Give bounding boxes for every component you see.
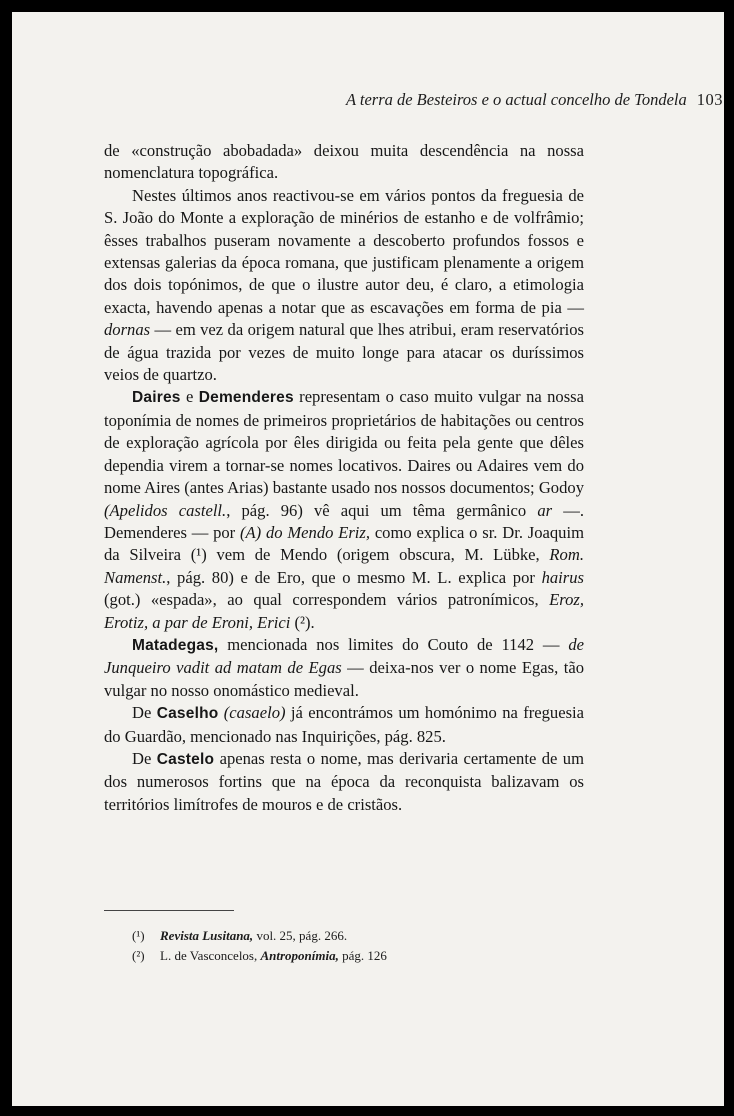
paragraph-text: — deixa-nos ver o nome Egas, tão vulgar no nosso onomástico medieval. — [104, 658, 585, 700]
term-hairus: hairus — [541, 567, 584, 587]
ref-apelidos: (Apelidos castell. — [104, 500, 227, 520]
term-patronymics: Eroz, Erotiz, a par de Eroni, Erici — [104, 590, 584, 632]
paragraph-text: representam o caso muito vulgar na nossa toponímia de nomes de primeiros proprietários de habitações ou centros de exploração agrícola por êles dirigida ou feita pela gente que dêles dependia virem a tornar-se nomes locativos. Daires ou Adaires vem do nome Aires (antes Arias) bastante usado nos nossos documentos; Godoy — [104, 387, 584, 498]
term-dornas: dornas — [104, 320, 151, 340]
header-title: A terra de Besteiros e o actual concelho de Tondela — [345, 90, 687, 109]
paragraph-3 — [104, 386, 584, 633]
paragraph-2 — [104, 185, 584, 387]
toponym-matadegas: Matadegas, — [132, 636, 219, 654]
footnote-mark: (¹) — [132, 928, 145, 943]
term-ar: ar — [537, 500, 553, 520]
footnote-author: L. de Vasconcelos, — [160, 948, 261, 963]
body-text — [104, 140, 584, 816]
paragraph-1 — [104, 140, 584, 185]
paragraph-text: De — [132, 703, 157, 723]
footnote-mark: (²) — [132, 948, 145, 963]
paragraph-text: como explica o sr. Dr. Joaquim da Silveira (¹) vem de Mendo (origem obscura, M. Lübke, — [104, 522, 584, 565]
footnote-source: Revista Lusitana, — [160, 928, 254, 943]
book-page — [12, 12, 724, 1106]
paragraph-text: já encontrámos um homónimo na freguesia do Guardão, mencionado nas Inquirições, pág. 825. — [104, 703, 585, 746]
footnote-1 — [132, 926, 387, 946]
paragraph-4 — [104, 634, 584, 702]
paragraph-text: Nestes últimos anos reactivou-se em vários pontos da freguesia de S. João do Monte a exploração de minérios de estanho e de volfrâmio; êsses trabalhos puseram novamente a descoberto profundos fossos e extensas galerias da época romana, que justificam plenamente a origem dos dois topónimos, de que o ilustre autor deu, é claro, a etimologia exacta, havendo apenas a notar que as escavações em forma de pia — — [104, 185, 584, 317]
term-casaelo: (casaelo) — [218, 703, 286, 723]
paragraph-text: — em vez da origem natural que lhes atribui, eram reservatórios de água trazida por vezes de muito longe para atacar os duríssimos veios de quartzo. — [104, 320, 584, 385]
page-number: 103 — [696, 90, 723, 109]
footnote-2 — [132, 946, 387, 966]
paragraph-text: (got.) «espada», ao qual correspondem vários patronímicos, — [104, 590, 550, 610]
paragraph-text: , pág. 96) vê aqui um têma germânico — [226, 500, 538, 520]
running-header — [12, 90, 723, 110]
toponym-caselho: Caselho — [156, 705, 219, 723]
paragraph-text: De — [132, 748, 157, 768]
toponym-demenderes: Demenderes — [198, 389, 294, 407]
term-mendo: (A) do Mendo Eriz, — [240, 522, 371, 542]
footnote-detail: pág. 126 — [338, 948, 387, 963]
paragraph-text: e — [180, 387, 199, 407]
footnote-source: Antroponímia, — [260, 948, 339, 963]
footnote-divider — [104, 910, 234, 911]
paragraph-6 — [104, 748, 584, 816]
toponym-daires: Daires — [132, 389, 181, 407]
toponym-castelo: Castelo — [156, 750, 215, 768]
paragraph-text: (²). — [290, 612, 315, 632]
ref-rom-namenst: Rom. Namenst. — [104, 545, 584, 587]
footnote-detail: vol. 25, pág. 266. — [253, 928, 348, 943]
paragraph-text: de «construção abobadada» deixou muita descendência na nossa nomenclatura topográfica. — [104, 141, 584, 183]
paragraph-text: apenas resta o nome, mas derivaria certamente de um dos numerosos fortins que na época da reconquista balizavam os territórios limítrofes de mouros e de cristãos. — [104, 748, 584, 814]
paragraph-5 — [104, 702, 584, 748]
paragraph-text: —. Demenderes — por — [104, 500, 584, 542]
paragraph-text: , pág. 80) e de Ero, que o mesmo M. L. explica por — [166, 567, 542, 587]
footnotes — [132, 926, 387, 966]
latin-quote: de Junqueiro vadit ad matam de Egas — [104, 634, 584, 678]
paragraph-text: mencionada nos limites do Couto de 1142 — — [218, 634, 569, 654]
